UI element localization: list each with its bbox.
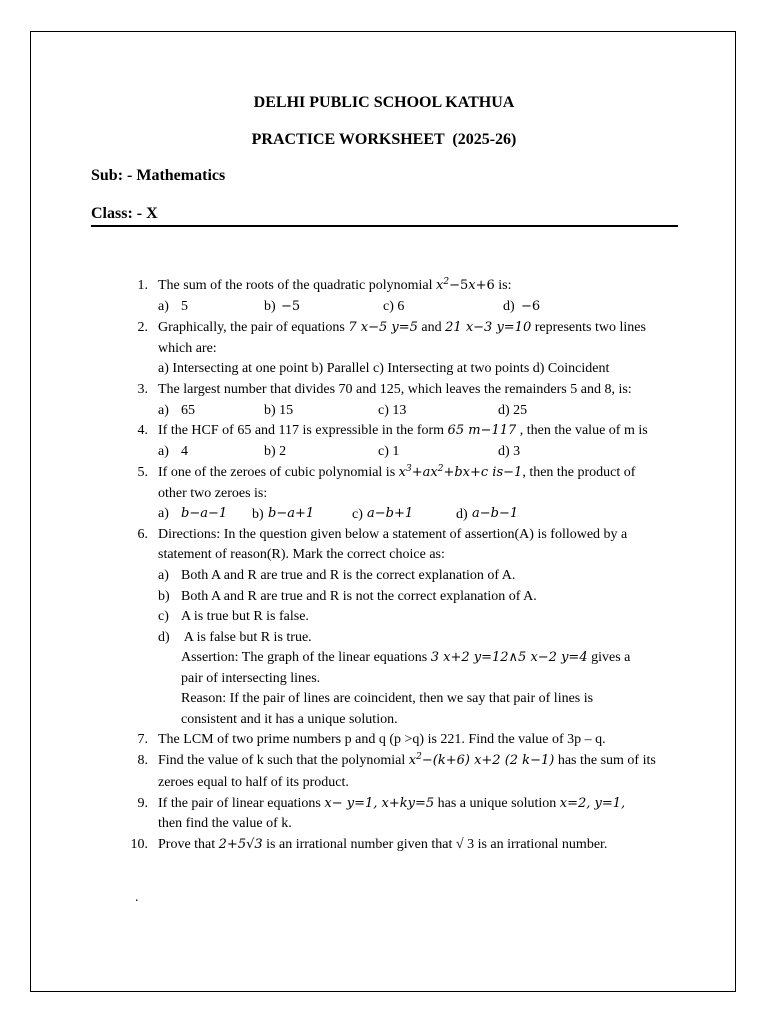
q5-text-line2: other two zeroes is: bbox=[158, 486, 268, 501]
q5-option-a: b−a−1 bbox=[181, 506, 228, 521]
q6-text: Directions: In the question given below a statement of assertion(A) is followed by a bbox=[158, 527, 628, 542]
q6-assertion-line2: pair of intersecting lines. bbox=[181, 671, 321, 686]
q1-option-d-label: d) bbox=[503, 299, 515, 314]
q9-equations: x− y=1, x+ky=5 bbox=[324, 796, 435, 811]
q6-choice-d-label: d) bbox=[158, 630, 170, 645]
q8-text: Find the value of k such that the polynomial $x^2-(k+6)$ x+2 (2 k−1) has the sum of its bbox=[158, 752, 656, 768]
q1-number: 1. bbox=[137, 278, 148, 293]
q4-number: 4. bbox=[137, 423, 148, 438]
q4-option-d: d) 3 bbox=[498, 444, 521, 459]
q3-option-a: 65 bbox=[181, 403, 195, 418]
q2-options: a) Intersecting at one point b) Parallel c) Intersecting at two points d) Coincident bbox=[158, 361, 610, 376]
q2-equation-1: 7 x−5 y=5 bbox=[348, 320, 418, 335]
q5-option-b-label: b) bbox=[252, 507, 264, 522]
q6-assertion-equations: 3 x+2 y=12∧5 x−2 y=4 bbox=[430, 650, 588, 665]
q3-option-c: c) 13 bbox=[378, 403, 407, 418]
q6-choice-d: A is false but R is true. bbox=[181, 630, 312, 645]
q4-option-b: b) 2 bbox=[264, 444, 287, 459]
q7-number: 7. bbox=[137, 732, 148, 747]
q1-text: The sum of the roots of the quadratic polynomial $x^2-5x+6$ is: bbox=[158, 277, 512, 293]
q6-choice-a-label: a) bbox=[158, 568, 169, 583]
q4-option-c: c) 1 bbox=[378, 444, 400, 459]
q6-number: 6. bbox=[137, 527, 148, 542]
q4-form: 65 m−117 bbox=[447, 423, 517, 438]
q3-option-a-label: a) bbox=[158, 403, 169, 418]
q6-reason: Reason: If the pair of lines are coincident, then we say that pair of lines is bbox=[181, 691, 594, 706]
subject-label: Sub: - Mathematics bbox=[91, 167, 226, 184]
q5-option-c: a−b+1 bbox=[367, 506, 414, 521]
q9-text: If the pair of linear equations x− y=1, x+ky=5 has a unique solution x=2, y=1, bbox=[158, 796, 626, 811]
school-name: DELHI PUBLIC SCHOOL KATHUA bbox=[253, 94, 515, 111]
q2-equation-2: 21 x−3 y=10 bbox=[445, 320, 532, 335]
q5-number: 5. bbox=[137, 465, 148, 480]
q4-option-a: 4 bbox=[181, 444, 188, 459]
q5-option-b: b−a+1 bbox=[268, 506, 315, 521]
class-label: Class: - X bbox=[91, 205, 158, 222]
q6-choice-c-label: c) bbox=[158, 609, 169, 624]
q8-number: 8. bbox=[137, 753, 148, 768]
q1-option-d: −6 bbox=[521, 299, 541, 314]
q1-option-b: −5 bbox=[281, 299, 301, 314]
q6-assertion: Assertion: The graph of the linear equations 3 x+2 y=12∧5 x−2 y=4 gives a bbox=[181, 650, 631, 665]
q9-text-line2: then find the value of k. bbox=[158, 816, 292, 831]
q1-option-c: c) 6 bbox=[383, 299, 405, 314]
q3-option-b: b) 15 bbox=[264, 403, 294, 418]
q8-polynomial: $x^2-(k+6)$ x+2 (2 k−1) bbox=[408, 752, 555, 768]
q5-option-d: a−b−1 bbox=[472, 506, 519, 521]
q6-choice-b: Both A and R are true and R is not the correct explanation of A. bbox=[181, 589, 537, 604]
q9-solution: x=2, y=1, bbox=[559, 796, 626, 811]
q6-reason-line2: consistent and it has a unique solution. bbox=[181, 712, 398, 727]
worksheet-title: PRACTICE WORKSHEET (2025-26) bbox=[251, 131, 517, 148]
q10-text: Prove that 2+5√3 is an irrational number given that √ 3 is an irrational number. bbox=[158, 837, 608, 852]
q3-text: The largest number that divides 70 and 125, which leaves the remainders 5 and 8, is: bbox=[158, 382, 632, 397]
q1-option-a: 5 bbox=[181, 299, 188, 314]
q1-polynomial: $x^2-5x+6$ bbox=[436, 277, 495, 293]
q10-number: 10. bbox=[130, 837, 148, 852]
q7-text: The LCM of two prime numbers p and q (p >q) is 221. Find the value of 3p – q. bbox=[158, 732, 606, 747]
q6-choice-c: A is true but R is false. bbox=[181, 609, 309, 624]
q9-number: 9. bbox=[137, 796, 148, 811]
q6-text-line2: statement of reason(R). Mark the correct choice as: bbox=[158, 547, 445, 562]
q4-option-a-label: a) bbox=[158, 444, 169, 459]
q5-option-a-label: a) bbox=[158, 506, 169, 521]
q2-number: 2. bbox=[137, 320, 148, 335]
q2-text: Graphically, the pair of equations 7 x−5 y=5 and 21 x−3 y=10 represents two lines bbox=[158, 320, 646, 335]
q6-choice-a: Both A and R are true and R is the correct explanation of A. bbox=[181, 568, 516, 583]
footer-mark: . bbox=[135, 890, 139, 905]
q5-text: If one of the zeroes of cubic polynomial is $x^3+ax^2+bx+c$ is−1, then the product of bbox=[158, 464, 636, 480]
q3-option-d: d) 25 bbox=[498, 403, 528, 418]
q5-polynomial: $x^3+ax^2+bx+c$ is−1 bbox=[398, 464, 523, 480]
q3-number: 3. bbox=[137, 382, 148, 397]
q2-text-line2: which are: bbox=[158, 341, 217, 356]
q5-option-c-label: c) bbox=[352, 507, 363, 522]
q10-expression: 2+5√3 bbox=[218, 837, 263, 852]
q8-text-line2: zeroes equal to half of its product. bbox=[158, 775, 349, 790]
q1-option-b-label: b) bbox=[264, 299, 276, 314]
q1-option-a-label: a) bbox=[158, 299, 169, 314]
q5-option-d-label: d) bbox=[456, 507, 468, 522]
q6-choice-b-label: b) bbox=[158, 589, 170, 604]
q4-text: If the HCF of 65 and 117 is expressible in the form 65 m−117 , then the value of m is bbox=[158, 423, 648, 438]
